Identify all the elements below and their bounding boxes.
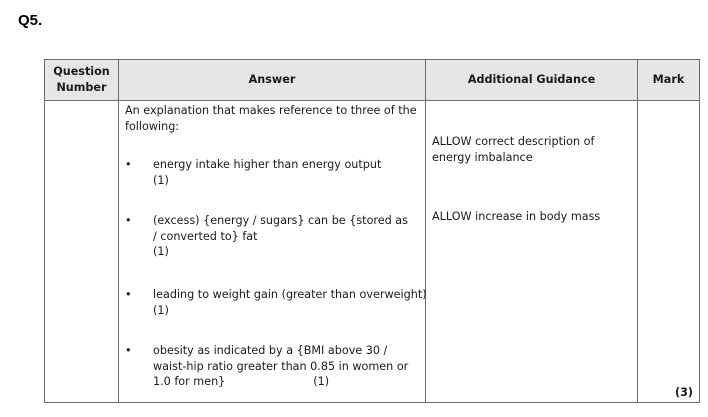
bullet-dot: • [125,158,132,171]
bullet-dot: • [125,344,132,357]
answer-row [45,101,700,403]
mark-cell [638,101,700,403]
guidance-cell [426,101,638,403]
mark-scheme-table [44,59,700,403]
bullet-mark: (1) [153,245,169,258]
header-guidance: Additional Guidance [426,60,638,101]
header-answer: Answer [119,60,426,101]
header-mark: Mark [638,60,700,101]
bullet-mark: (1) [153,173,169,187]
bullet-text: (excess) {energy / sugars} can be {stored as / converted to} fat [153,214,408,243]
guidance-item-2: ALLOW increase in body mass [432,210,601,223]
bullet-mark: (1) [313,375,330,388]
header-question-number: Question Number [45,60,119,101]
bullet-dot: • [125,288,132,301]
question-label: Q5. [18,12,43,29]
header-row [45,60,700,101]
bullet-text: energy intake higher than energy output [153,158,382,171]
mark-total: (3) [674,385,693,399]
guidance-item-1: ALLOW correct description of energy imbalance [432,135,595,164]
question-number-cell [45,101,119,403]
bullet-dot: • [125,214,132,227]
answer-cell [119,101,426,403]
bullet-mark: (1) [153,303,169,317]
bullet-text: leading to weight gain (greater than overweight) [153,288,427,301]
bullet-text: obesity as indicated by a {BMI above 30 / waist-hip ratio greater than 0.85 in women or 1.0 for men} [153,344,409,388]
answer-intro: An explanation that makes reference to three of the following: [125,104,417,133]
